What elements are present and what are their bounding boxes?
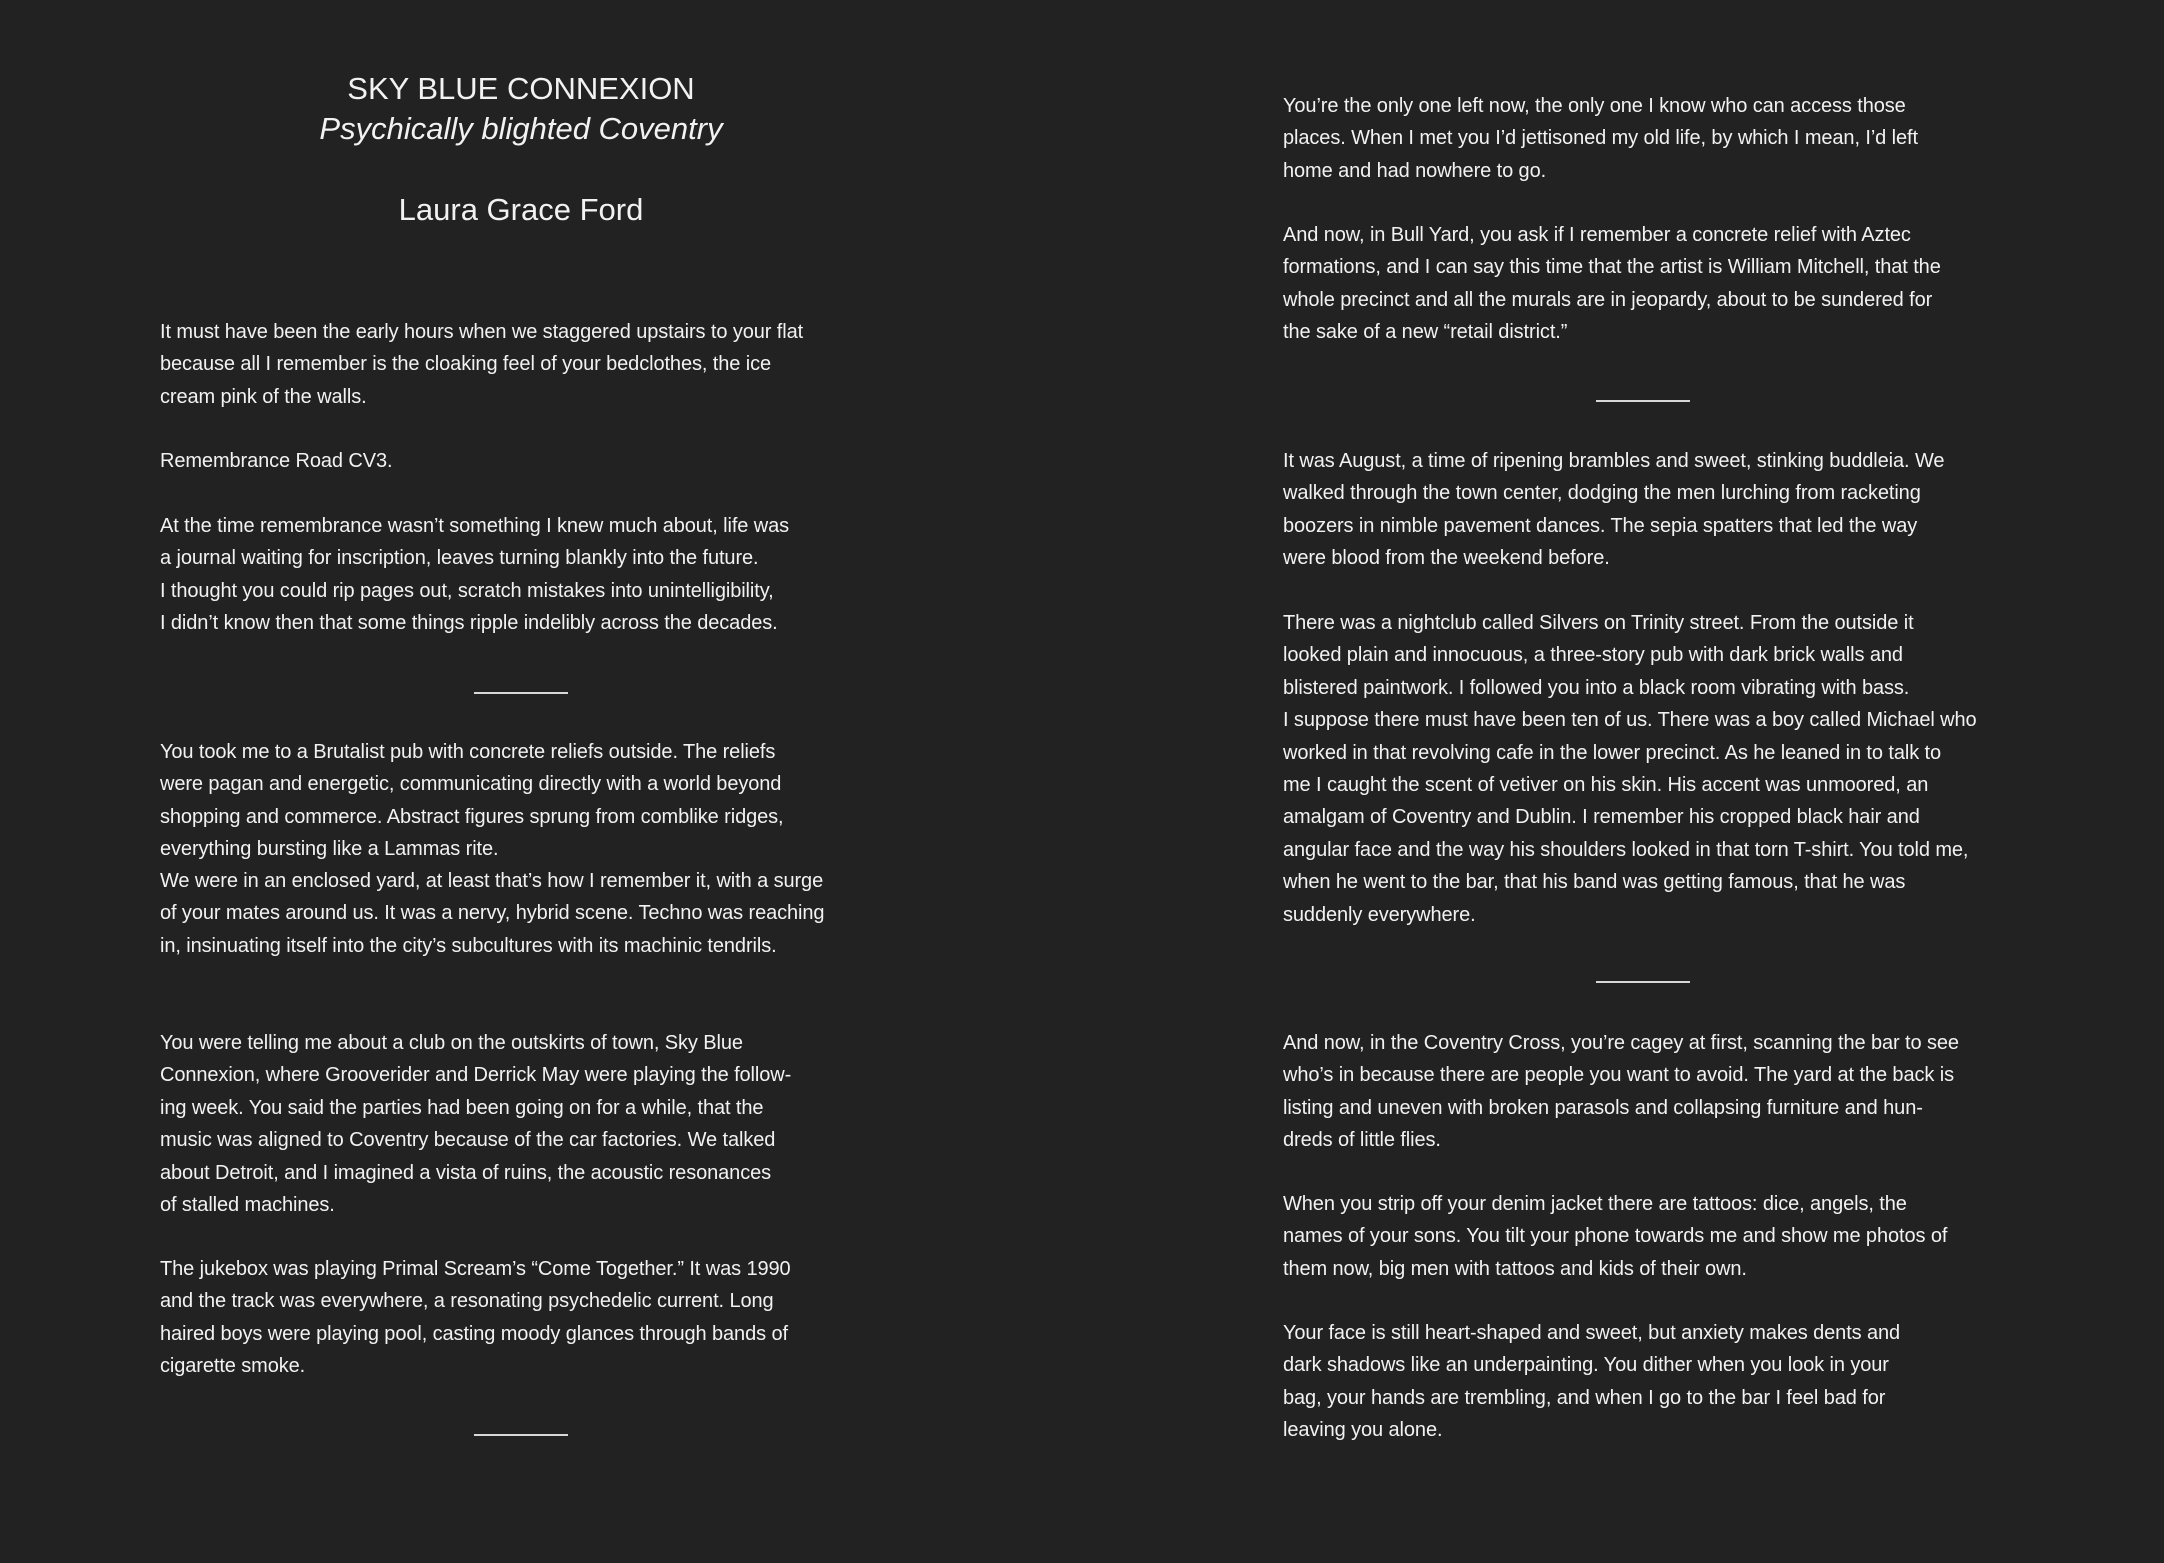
paragraph: [1283, 219, 1941, 349]
text-line: I suppose there must have been ten of us. There was a boy called Michael who: [1283, 709, 1977, 732]
essay-title: SKY BLUE CONNEXION: [347, 71, 695, 106]
text-line: And now, in the Coventry Cross, you’re cagey at first, scanning the bar to see: [1283, 1032, 1959, 1054]
text-line: blistered paintwork. I followed you into a black room vibrating with bass.: [1283, 676, 1910, 699]
paragraph: [160, 445, 392, 477]
text-line: I thought you could rip pages out, scratch mistakes into unintelligibility,: [160, 579, 774, 602]
text-line: walked through the town center, dodging the men lurching from racketing: [1283, 482, 1921, 505]
text-line: when he went to the bar, that his band was getting famous, that he was: [1283, 871, 1906, 894]
text-line: leaving you alone.: [1283, 1419, 1443, 1442]
section-divider: [1596, 400, 1690, 402]
text-line: were pagan and energetic, communicating directly with a world beyond: [160, 773, 782, 796]
text-line: worked in that revolving cafe in the lower precinct. As he leaned in to talk to: [1283, 741, 1942, 764]
section-divider: [474, 692, 568, 694]
text-line: listing and uneven with broken parasols and collapsing furniture and hun-: [1283, 1096, 1923, 1119]
text-line: everything bursting like a Lammas rite.: [160, 838, 499, 861]
text-line: who’s in because there are people you want to avoid. The yard at the back is: [1283, 1064, 1954, 1087]
text-line: the sake of a new “retail district.”: [1283, 321, 1568, 344]
text-line: them now, big men with tattoos and kids of their own.: [1283, 1257, 1747, 1280]
text-line: about Detroit, and I imagined a vista of ruins, the acoustic resonances: [160, 1161, 772, 1184]
text-line: We were in an enclosed yard, at least that’s how I remember it, with a surge: [160, 870, 824, 892]
paragraph: [160, 1253, 791, 1383]
paragraph: [160, 736, 784, 866]
text-line: cream pink of the walls.: [160, 385, 367, 408]
text-line: There was a nightclub called Silvers on Trinity street. From the outside it: [1283, 612, 1914, 634]
text-line: I didn’t know then that some things ripple indelibly across the decades.: [160, 612, 778, 635]
text-line: amalgam of Coventry and Dublin. I remember his cropped black hair and: [1283, 806, 1920, 829]
text-line: me I caught the scent of vetiver on his skin. His accent was unmoored, an: [1283, 773, 1929, 796]
text-line: And now, in Bull Yard, you ask if I remember a concrete relief with Aztec: [1283, 224, 1911, 246]
paragraph: [1283, 1317, 1900, 1447]
text-line: At the time remembrance wasn’t something I knew much about, life was: [160, 515, 790, 537]
text-line: of stalled machines.: [160, 1193, 335, 1216]
text-line: cigarette smoke.: [160, 1355, 306, 1378]
paragraph: [1283, 445, 1944, 575]
paragraph: [1283, 607, 1977, 931]
text-line: home and had nowhere to go.: [1283, 159, 1547, 182]
text-line: dreds of little flies.: [1283, 1129, 1441, 1152]
text-line: places. When I met you I’d jettisoned my old life, by which I mean, I’d left: [1283, 127, 1918, 150]
text-line: Remembrance Road CV3.: [160, 450, 393, 472]
paragraph: [160, 510, 789, 640]
text-line: dark shadows like an underpainting. You dither when you look in your: [1283, 1354, 1889, 1377]
text-line: bag, your hands are trembling, and when I go to the bar I feel bad for: [1283, 1386, 1886, 1409]
text-line: You took me to a Brutalist pub with concrete reliefs outside. The reliefs: [160, 741, 776, 763]
text-line: and the track was everywhere, a resonating psychedelic current. Long: [160, 1290, 774, 1313]
text-line: shopping and commerce. Abstract figures sprung from comblike ridges,: [160, 805, 784, 828]
paragraph: [1283, 1027, 1959, 1157]
text-line: Connexion, where Grooverider and Derrick May were playing the follow-: [160, 1064, 792, 1087]
text-line: haired boys were playing pool, casting moody glances through bands of: [160, 1322, 788, 1345]
essay-subtitle: Psychically blighted Coventry: [319, 111, 723, 146]
paragraph: [160, 316, 803, 413]
text-line: a journal waiting for inscription, leaves turning blankly into the future.: [160, 547, 759, 570]
text-line: were blood from the weekend before.: [1283, 547, 1610, 570]
text-line: names of your sons. You tilt your phone towards me and show me photos of: [1283, 1225, 1948, 1248]
author-name: Laura Grace Ford: [398, 192, 644, 227]
paragraph: [1283, 90, 1918, 187]
text-line: boozers in nimble pavement dances. The sepia spatters that led the way: [1283, 514, 1918, 537]
text-line: in, insinuating itself into the city’s subcultures with its machinic tendrils.: [160, 934, 777, 957]
text-line: ing week. You said the parties had been going on for a while, that the: [160, 1096, 764, 1119]
text-line: It must have been the early hours when we staggered upstairs to your flat: [160, 321, 804, 343]
text-line: When you strip off your denim jacket there are tattoos: dice, angels, the: [1283, 1193, 1907, 1215]
text-line: whole precinct and all the murals are in jeopardy, about to be sundered for: [1283, 288, 1933, 311]
text-line: It was August, a time of ripening brambles and sweet, stinking buddleia. We: [1283, 450, 1945, 472]
text-line: because all I remember is the cloaking feel of your bedclothes, the ice: [160, 353, 772, 376]
text-line: Your face is still heart-shaped and sweet, but anxiety makes dents and: [1283, 1322, 1901, 1344]
text-line: The jukebox was playing Primal Scream’s “Come Together.” It was 1990: [160, 1258, 791, 1280]
text-line: You were telling me about a club on the outskirts of town, Sky Blue: [160, 1032, 743, 1054]
text-line: You’re the only one left now, the only one I know who can access those: [1283, 95, 1906, 117]
text-line: looked plain and innocuous, a three-story pub with dark brick walls and: [1283, 644, 1903, 667]
text-line: suddenly everywhere.: [1283, 903, 1476, 926]
paragraph: [160, 865, 824, 962]
right-page: [1082, 0, 2164, 1563]
text-line: music was aligned to Coventry because of the car factories. We talked: [160, 1129, 776, 1152]
section-divider: [1596, 981, 1690, 983]
section-divider: [474, 1434, 568, 1436]
paragraph: [160, 1027, 791, 1221]
text-line: formations, and I can say this time that the artist is William Mitchell, that the: [1283, 256, 1941, 279]
text-line: angular face and the way his shoulders looked in that torn T-shirt. You told me,: [1283, 838, 1969, 861]
paragraph: [1283, 1188, 1947, 1285]
text-line: of your mates around us. It was a nervy, hybrid scene. Techno was reaching: [160, 902, 825, 925]
